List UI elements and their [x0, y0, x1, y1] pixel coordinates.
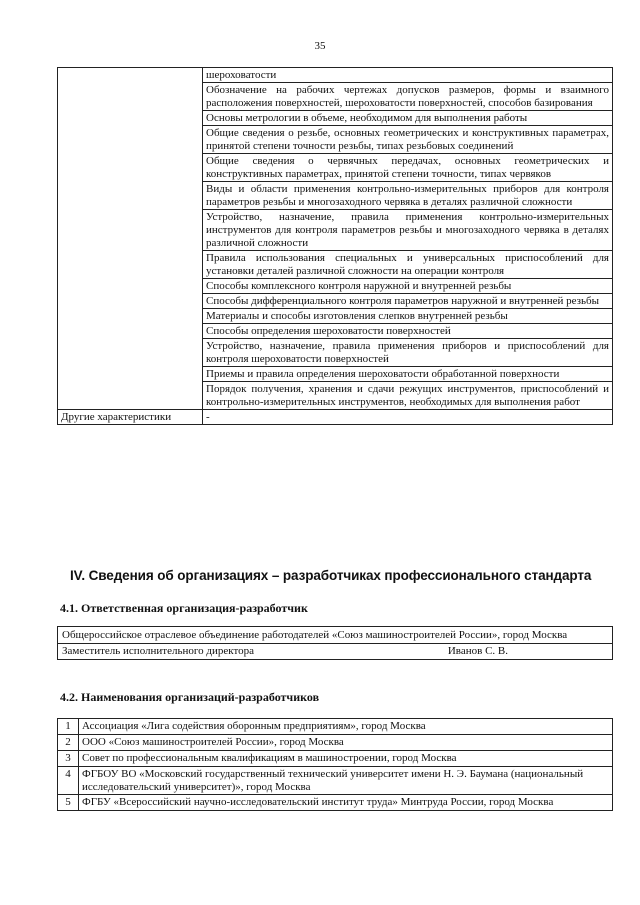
knowledge-item: Устройство, назначение, правила применения приборов и приспособлений для контроля шероховатости поверхностей: [203, 339, 613, 367]
other-characteristics-label: Другие характеристики: [58, 410, 203, 425]
responsible-org-table: [57, 626, 613, 660]
developer-name: Совет по профессиональным квалификациям в машиностроении, город Москва: [79, 751, 613, 767]
table-row: [58, 68, 613, 83]
knowledge-item: Правила использования специальных и универсальных приспособлений для установки деталей различной сложности на операции контроля: [203, 251, 613, 279]
responsible-org-heading: 4.1. Ответственная организация-разработчик: [60, 601, 308, 615]
table-row: [58, 795, 613, 811]
knowledge-item: Способы комплексного контроля наружной и внутренней резьбы: [203, 279, 613, 294]
signature-row: [58, 644, 613, 660]
knowledge-item: Порядок получения, хранения и сдачи режущих инструментов, приспособлений и контрольно-измерительных инструментов, необходимых для выполнения работ: [203, 382, 613, 410]
knowledge-item: Способы дифференциального контроля параметров наружной и внутренней резьбы: [203, 294, 613, 309]
knowledge-item: Основы метрологии в объеме, необходимом для выполнения работы: [203, 111, 613, 126]
table-row: [58, 735, 613, 751]
table-row: [58, 767, 613, 795]
developer-name: ООО «Союз машиностроителей России», город Москва: [79, 735, 613, 751]
knowledge-label-cell: [58, 68, 203, 410]
signatory-position: Заместитель исполнительного директора: [62, 645, 254, 657]
table-row: [58, 751, 613, 767]
developer-number: 3: [58, 751, 79, 767]
section-heading: IV. Сведения об организациях – разработчиках профессионального стандарта: [70, 568, 592, 583]
developer-name: Ассоциация «Лига содействия оборонным предприятиям», город Москва: [79, 719, 613, 735]
knowledge-item: Материалы и способы изготовления слепков внутренней резьбы: [203, 309, 613, 324]
knowledge-table: [57, 67, 613, 425]
knowledge-item: Общие сведения о резьбе, основных геометрических и конструктивных параметрах, принятой степени точности резьбы, типах резьбовых соединений: [203, 126, 613, 154]
developer-number: 4: [58, 767, 79, 795]
knowledge-item: Способы определения шероховатости поверхностей: [203, 324, 613, 339]
developer-number: 2: [58, 735, 79, 751]
knowledge-item: шероховатости: [203, 68, 613, 83]
knowledge-item: Виды и области применения контрольно-измерительных приборов для контроля параметров резьбы и многозаходного червяка в деталях различной сложности: [203, 182, 613, 210]
developers-heading: 4.2. Наименования организаций-разработчиков: [60, 690, 320, 704]
developer-name: ФГБУ «Всероссийский научно-исследовательский институт труда» Минтруда России, город Москва: [79, 795, 613, 811]
table-row: [58, 719, 613, 735]
developer-name: ФГБОУ ВО «Московский государственный технический университет имени Н. Э. Баумана (национальный исследовательский университет)», город Москва: [79, 767, 613, 795]
page-number: 35: [314, 40, 326, 52]
developers-table: [57, 718, 613, 811]
other-characteristics-row: [58, 410, 613, 425]
signature-cell: [58, 644, 613, 660]
table-row: [58, 627, 613, 644]
developer-number: 1: [58, 719, 79, 735]
other-characteristics-value: -: [203, 410, 613, 425]
knowledge-item: Устройство, назначение, правила применения контрольно-измерительных инструментов для контроля параметров резьбы и многозаходного червяка в деталях различной сложности: [203, 210, 613, 251]
signatory-name: Иванов С. В.: [447, 645, 508, 657]
knowledge-item: Обозначение на рабочих чертежах допусков размеров, формы и взаимного расположения поверхностей, шероховатости поверхностей, способов базирования: [203, 83, 613, 111]
responsible-org-name: Общероссийское отраслевое объединение работодателей «Союз машиностроителей России», город Москва: [58, 627, 613, 644]
knowledge-item: Приемы и правила определения шероховатости обработанной поверхности: [203, 367, 613, 382]
knowledge-item: Общие сведения о червячных передачах, основных геометрических и конструктивных параметрах, принятой степени точности, типах червяков: [203, 154, 613, 182]
developer-number: 5: [58, 795, 79, 811]
